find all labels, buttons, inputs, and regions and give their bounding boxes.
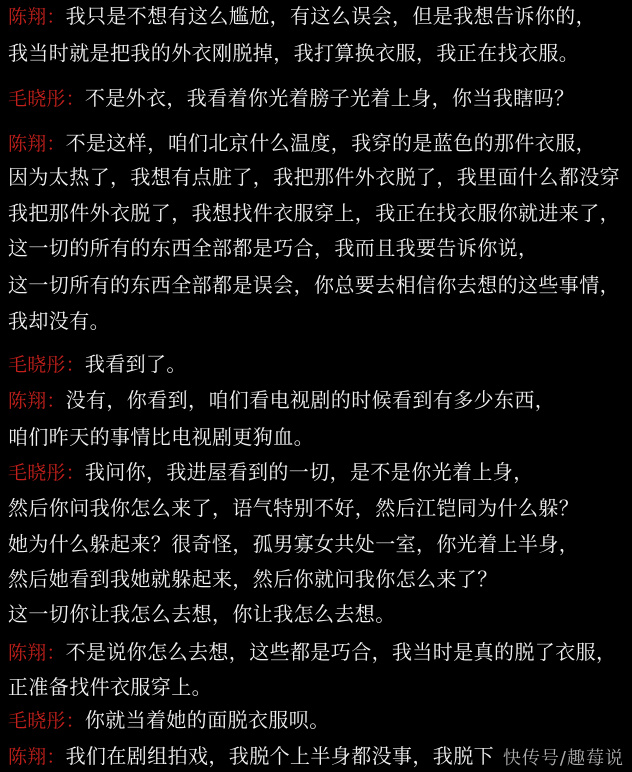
- speaker-label: 陈翔：: [8, 6, 66, 28]
- dialogue-text: 我却没有。: [8, 309, 110, 333]
- speaker-label: 毛晓彤：: [8, 710, 85, 732]
- dialogue-line: [8, 638, 628, 667]
- dialogue-text: 我只是不想有这么尴尬，有这么误会，但是我想告诉你的，: [65, 4, 597, 28]
- dialogue-text: 不是说你怎么去想，这些都是巧合，我当时是真的脱了衣服，: [65, 640, 617, 664]
- dialogue-line: [8, 163, 628, 192]
- dialogue-text: 我问你，我进屋看到的一切，是不是你光着上身，: [84, 460, 534, 484]
- dialogue-text: 你就当着她的面脱衣服呗。: [84, 708, 330, 732]
- dialogue-text: 不是这样，咱们北京什么温度，我穿的是蓝色的那件衣服，: [65, 131, 597, 155]
- speaker-label: 陈翔：: [8, 133, 66, 155]
- dialogue-line: [8, 673, 628, 702]
- dialogue-line: [8, 271, 628, 300]
- dialogue-line: [8, 307, 628, 336]
- dialogue-text: 不是外衣，我看着你光着膀子光着上身，你当我瞎吗？: [84, 86, 575, 110]
- speaker-label: 陈翔：: [8, 390, 66, 412]
- dialogue-line: [8, 530, 628, 559]
- dialogue-line: [8, 2, 628, 31]
- dialogue-text: 然后你问我你怎么来了，语气特别不好，然后江铠同为什么躲？: [8, 496, 580, 520]
- dialogue-line: [8, 565, 628, 594]
- dialogue-line: [8, 234, 628, 263]
- dialogue-text: 我们在剧组拍戏，我脱个上半身都没事，我脱下: [65, 744, 495, 768]
- speaker-label: 毛晓彤：: [8, 88, 85, 110]
- dialogue-line: [8, 129, 628, 158]
- dialogue-line: [8, 423, 628, 452]
- speaker-label: 毛晓彤：: [8, 462, 85, 484]
- speaker-label: 陈翔：: [8, 746, 66, 768]
- dialogue-line: [8, 199, 628, 228]
- dialogue-text: 我看到了。: [84, 352, 187, 376]
- dialogue-text: 我把那件外衣脱了，我想找件衣服穿上，我正在找衣服你就进来了，: [8, 201, 620, 225]
- dialogue-line: [8, 494, 628, 523]
- speaker-label: 陈翔：: [8, 642, 66, 664]
- dialogue-line: [8, 386, 628, 415]
- dialogue-text: 正准备找件衣服穿上。: [8, 675, 212, 699]
- dialogue-line: [8, 350, 628, 379]
- watermark-text: 快传号/趣莓说: [502, 748, 624, 769]
- dialogue-text: 这一切的所有的东西全部都是巧合，我而且我要告诉你说，: [8, 236, 539, 260]
- speaker-label: 毛晓彤：: [8, 354, 85, 376]
- dialogue-text: 因为太热了，我想有点脏了，我把那件外衣脱了，我里面什么都没穿: [8, 165, 620, 189]
- dialogue-line: [8, 39, 628, 68]
- dialogue-text: 咱们昨天的事情比电视剧更狗血。: [8, 425, 314, 449]
- dialogue-text: 我当时就是把我的外衣刚脱掉，我打算换衣服，我正在找衣服。: [8, 41, 580, 65]
- dialogue-line: [8, 458, 628, 487]
- dialogue-text: 她为什么躲起来？很奇怪，孤男寡女共处一室，你光着上半身，: [8, 532, 580, 556]
- dialogue-text: 这一切所有的东西全部都是误会，你总要去相信你去想的这些事情，: [8, 273, 620, 297]
- dialogue-line: [8, 600, 628, 629]
- dialogue-text: 这一切你让我怎么去想，你让我怎么去想。: [8, 602, 396, 626]
- dialogue-text: 然后她看到我她就躲起来，然后你就问我你怎么来了？: [8, 567, 498, 591]
- dialogue-line: [8, 84, 628, 113]
- dialogue-line: [8, 706, 628, 735]
- dialogue-text: 没有，你看到，咱们看电视剧的时候看到有多少东西，: [65, 388, 556, 412]
